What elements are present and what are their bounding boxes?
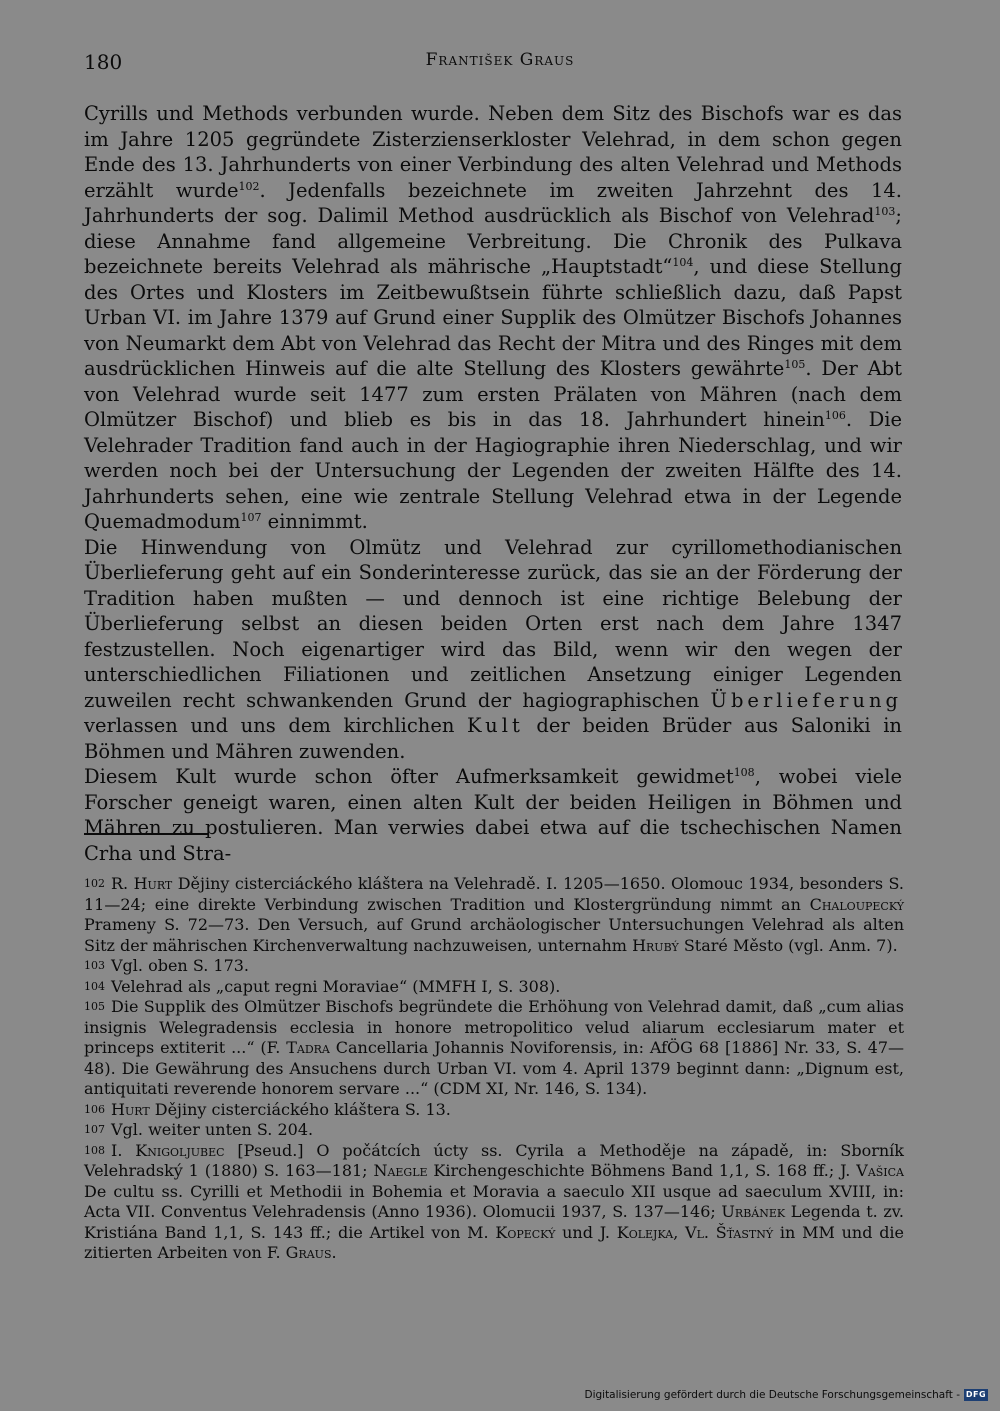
text-run: Cancellaria Johannis Noviforensis, in: AfÖG 68 [1886] Nr. 33, S. 47—48). Die Gewährung des Ansuchens durch Urban VI. vom 4. April 1379 beginnt dann: „Dignum est, antiquitati reverende honorem servare ...“ (CDM XI, Nr. 146, S. 134).: [84, 1038, 905, 1098]
text-run: I.: [111, 1140, 136, 1160]
digitization-credit: [584, 1389, 988, 1401]
text-run: Kult: [467, 714, 524, 737]
author-name: Kopecký: [495, 1222, 556, 1242]
footnote: [84, 997, 904, 1100]
author-name: Graus: [285, 1243, 332, 1262]
text-run: Velehrad als „caput regni Moraviae“ (MMFH I, S. 308).: [111, 976, 561, 996]
text-run: in MM und die zitierten Arbeiten von F.: [84, 1222, 905, 1262]
footnote-reference: 103: [874, 205, 896, 218]
author-name: Vl. Šťastný: [685, 1222, 774, 1242]
footnote-reference: 108: [733, 766, 755, 779]
footnote-number: 105: [84, 1000, 105, 1013]
footnote-number: 104: [84, 979, 105, 993]
footnote-number: 102: [84, 877, 105, 890]
body-text: [84, 101, 902, 866]
text-run: ; diese Annahme fand allgemeine Verbreitung. Die Chronik des Pulkava bezeichnete bereits Velehrad als mährische „Hauptstadt“: [84, 204, 902, 278]
text-run: Die Hinwendung von Olmütz und Velehrad zur cyrillomethodianischen Überlieferung geht auf ein Sonderinteresse zurück, das sie an der Förderung der Tradition haben mußten — und dennoch ist eine richtige Belebung der Überlieferung selbst an diesen beiden Orten erst nach dem Jahre 1347 festzustellen. Noch eigenartiger wird das Bild, wenn wir den wegen der unterschiedlichen Filiationen und zeitlichen Ansetzung einiger Legenden zuweilen recht schwankenden Grund der hagiographischen: [84, 535, 902, 712]
footnote: [84, 956, 904, 977]
text-run: De cultu ss. Cyrilli et Methodii in Bohemia et Moravia a saeculo XII usque ad saeculum XVIII, in: Acta VII. Conventus Velehradensis (Anno 1936). Olomucii 1937, S. 137—146;: [84, 1181, 904, 1221]
credit-text: Digitalisierung gefördert durch die Deutsche Forschungsgemeinschaft -: [584, 1389, 960, 1401]
page-number: 180: [84, 50, 123, 74]
text-run: Legenda t. zv. Kristiána Band 1,1, S. 143 ff.; die Artikel von M.: [84, 1202, 905, 1242]
text-run: verlassen und uns dem kirchlichen: [84, 714, 468, 737]
author-first-name: František: [425, 50, 514, 70]
author-name: Hrubý: [632, 935, 679, 955]
author-name: Kolejka: [616, 1222, 674, 1242]
text-run: Überlieferung: [710, 688, 902, 712]
author-name: Vašica: [856, 1161, 905, 1180]
footnotes: [84, 874, 904, 1264]
dfg-logo: DFG: [965, 1390, 987, 1399]
footnote-reference: 102: [238, 179, 260, 193]
author-name: Hurt: [111, 1099, 150, 1119]
author-name: Naegle: [373, 1161, 428, 1180]
text-run: ,: [673, 1222, 686, 1242]
text-run: , und diese Stellung des Ortes und Klosters im Zeitbewußtsein führte schließlich dazu, daß Papst Urban VI. im Jahre 1379 auf Grund einer Supplik des Olmützer Bischofs Johannes von Neumarkt dem Abt von Velehrad das Recht der Mitra und des Ringes mit dem ausdrücklichen Hinweis auf die alte Stellung des Klosters gewährte: [84, 255, 902, 380]
footnote-number: 103: [84, 959, 105, 972]
text-run: , wobei viele Forscher geneigt waren, einen alten Kult der beiden Heiligen in Böhmen und Mähren zu postulieren. Man verwies dabei etwa auf die tschechischen Namen Crha und Stra-: [84, 765, 902, 865]
text-run: [Pseud.] O počátcích úcty ss. Cyrila a Methoděje na západě, in: Sborník Velehradský 1 (1880) S. 163—181;: [84, 1140, 904, 1180]
text-run: Kirchengeschichte Böhmens Band 1,1, S. 168 ff.; J.: [427, 1161, 857, 1180]
text-run: Dějiny cisterciáckého kláštera S. 13.: [149, 1099, 451, 1119]
text-run: einnimmt.: [261, 510, 368, 533]
body-paragraph: [84, 764, 902, 866]
author-last-name: Graus: [519, 50, 575, 70]
footnote-separator: [84, 833, 208, 835]
text-run: Prameny S. 72—73. Den Versuch, auf Grund archäologischer Untersuchungen Velehrad als alten Sitz der mährischen Kirchenverwaltung nachzuweisen, unternahm: [84, 915, 904, 955]
text-run: der beiden Brüder aus Saloniki in Böhmen und Mähren zuwenden.: [84, 714, 902, 763]
footnote: [84, 977, 904, 998]
text-run: .: [331, 1243, 337, 1262]
text-run: . Der Abt von Velehrad wurde seit 1477 zum ersten Prälaten von Mähren (nach dem Olmützer Bischof) und blieb es bis in das 18. Jahrhundert hinein: [84, 357, 902, 431]
text-run: . Die Velehrader Tradition fand auch in der Hagiographie ihren Niederschlag, und wir werden noch bei der Untersuchung der Legenden der zweiten Hälfte des 14. Jahrhunderts sehen, eine wie zentrale Stellung Velehrad etwa in der Legende Quemadmodum: [84, 408, 903, 533]
text-run: Staré Město (vgl. Anm. 7).: [678, 935, 898, 955]
body-paragraph: [84, 101, 902, 535]
text-run: Die Supplik des Olmützer Bischofs begründete die Erhöhung von Velehrad damit, daß „cum alias insignis Welegradensis ecclesia in honore metropolitico velud aliarum ecclesiarum mater et princeps extiterit ...“ (F.: [84, 997, 904, 1057]
author-name: Knigoljubec: [135, 1140, 225, 1160]
footnote-reference: 107: [240, 511, 262, 524]
text-run: und J.: [555, 1222, 617, 1242]
footnote-number: 106: [84, 1102, 105, 1116]
text-run: R.: [111, 874, 134, 893]
author-name: Hurt: [133, 874, 173, 893]
text-run: Cyrills und Methods verbunden wurde. Neben dem Sitz des Bischofs war es das im Jahre 1205 gegründete Zisterzienserkloster Velehrad, in dem schon gegen Ende des 13. Jahrhunderts von einer Verbindung des alten Velehrad und Methods erzählt wurde: [84, 102, 902, 202]
footnote-reference: 104: [672, 256, 694, 269]
author-name: Urbánek: [721, 1202, 786, 1221]
body-paragraph: [84, 535, 902, 765]
running-head: [0, 50, 1000, 70]
text-run: Dějiny cisterciáckého kláštera na Velehradě. I. 1205—1650. Olomouc 1934, besonders S. 11—24; eine direkte Verbindung zwischen Tradition und Klostergründung nimmt an: [84, 874, 904, 914]
text-run: . Jedenfalls bezeichnete im zweiten Jahrzehnt des 14. Jahrhunderts der sog. Dalimil Method ausdrücklich als Bischof von Velehrad: [84, 178, 902, 227]
footnote-number: 108: [84, 1143, 105, 1157]
footnote: [84, 1100, 904, 1121]
text-run: Vgl. oben S. 173.: [111, 956, 250, 975]
text-run: Vgl. weiter unten S. 204.: [111, 1120, 314, 1139]
footnote-number: 107: [84, 1123, 105, 1136]
footnote: [84, 874, 904, 956]
footnote-reference: 106: [824, 409, 846, 422]
footnote: [84, 1120, 904, 1141]
footnote: [84, 1141, 904, 1264]
author-name: Chaloupecký: [809, 894, 904, 914]
text-run: Diesem Kult wurde schon öfter Aufmerksamkeit gewidmet: [84, 765, 734, 788]
footnote-reference: 105: [784, 358, 806, 371]
author-name: Tadra: [286, 1038, 330, 1057]
